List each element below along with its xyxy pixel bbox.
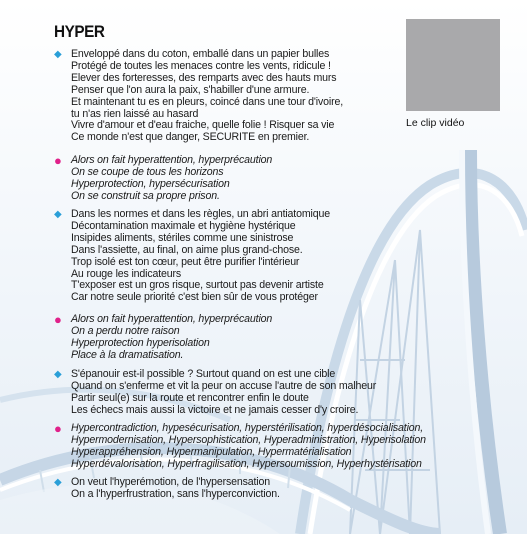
verse-line: Dans les normes et dans les règles, un abri antiatomique — [71, 208, 330, 220]
diamond-bullet-icon: ◆ — [54, 49, 62, 60]
chorus-line: Alors on fait hyperattention, hyperprécaution — [71, 154, 273, 166]
verse-stanza — [54, 209, 330, 304]
chorus-line: On se construit sa propre prison. — [71, 189, 220, 202]
chorus-line: On a perdu notre raison — [71, 324, 180, 337]
diamond-bullet-icon: ◆ — [54, 369, 62, 380]
page-title: HYPER — [54, 22, 105, 41]
chorus-line: Hyperdévalorisation, Hyperfragilisation, Hypersoumission, Hyperhystérisation — [71, 457, 422, 470]
verse-line: Ce monde n'est que danger, SECURITE en premier. — [71, 131, 310, 144]
chorus-stanza — [54, 155, 272, 203]
chorus-line: Alors on fait hyperattention, hyperprécaution — [71, 313, 273, 325]
verse-line: Dans l'assiette, au final, on aime plus grand-chose. — [71, 243, 303, 256]
verse-line: Les échecs mais aussi la victoire et ne jamais cesser d'y croire. — [71, 403, 359, 416]
chorus-line: Hyperappréhension, Hypermanipulation, Hypermatérialisation — [71, 445, 352, 458]
verse-stanza — [54, 49, 343, 144]
chorus-line: Hyperprotection, hypersécurisation — [71, 177, 230, 190]
video-clip-label[interactable]: Le clip vidéo — [406, 117, 465, 129]
verse-line: Enveloppé dans du coton, emballé dans un papier bulles — [71, 48, 330, 60]
chorus-line: Hypercontradiction, hypesécurisation, hyperstérilisation, hyperdésocialisation, — [71, 422, 424, 434]
verse-line: tu n'as rien laissé au hasard — [71, 107, 199, 120]
chorus-line: On se coupe de tous les horizons — [71, 165, 224, 178]
verse-line: On a l'hyperfrustration, sans l'hyperconviction. — [71, 487, 280, 500]
verse-line: Elever des forteresses, des remparts avec des hauts murs — [71, 71, 337, 84]
chorus-stanza — [54, 314, 272, 362]
verse-line: Insipides aliments, stériles comme une sinistrose — [71, 231, 294, 244]
chorus-stanza — [54, 423, 426, 471]
dot-bullet-icon: ● — [54, 153, 62, 168]
verse-line: Au rouge les indicateurs — [71, 267, 182, 280]
chorus-line: Place à la dramatisation. — [71, 348, 184, 361]
diamond-bullet-icon: ◆ — [54, 477, 62, 488]
verse-line: Décontamination maximale et hygiène hystérique — [71, 219, 296, 232]
dot-bullet-icon: ● — [54, 421, 62, 436]
verse-line: T'exposer est un gros risque, surtout pas devenir artiste — [71, 279, 324, 292]
verse-stanza — [54, 369, 376, 417]
verse-line: On veut l'hyperémotion, de l'hypersensation — [71, 476, 270, 488]
verse-line: S'épanouir est-il possible ? Surtout quand on est une cible — [71, 368, 336, 380]
verse-line: Car notre seule priorité c'est bien sûr de vous protéger — [71, 291, 318, 304]
verse-line: Et maintenant tu es en pleurs, coincé dans une tour d'ivoire, — [71, 95, 344, 108]
verse-line: Trop isolé est ton cœur, peut être purifier l'intérieur — [71, 255, 300, 268]
dot-bullet-icon: ● — [54, 312, 62, 327]
chorus-line: Hyperprotection hyperisolation — [71, 336, 210, 349]
verse-line: Partir seul(e) sur la route et rencontrer enfin le doute — [71, 391, 309, 404]
verse-line: Vivre d'amour et d'eau fraiche, quelle folie ! Risquer sa vie — [71, 119, 335, 132]
verse-line: Penser que l'on aura la paix, s'habiller d'une armure. — [71, 83, 310, 96]
verse-line: Quand on s'enferme et vit la peur on accuse l'autre de son malheur — [71, 379, 377, 392]
verse-line: Protégé de toutes les menaces contre les vents, ridicule ! — [71, 59, 331, 72]
diamond-bullet-icon: ◆ — [54, 209, 62, 220]
verse-stanza — [54, 477, 280, 501]
chorus-line: Hypermodernisation, Hypersophistication, Hyperadministration, Hyperisolation — [71, 433, 426, 446]
video-thumbnail[interactable] — [406, 19, 500, 111]
